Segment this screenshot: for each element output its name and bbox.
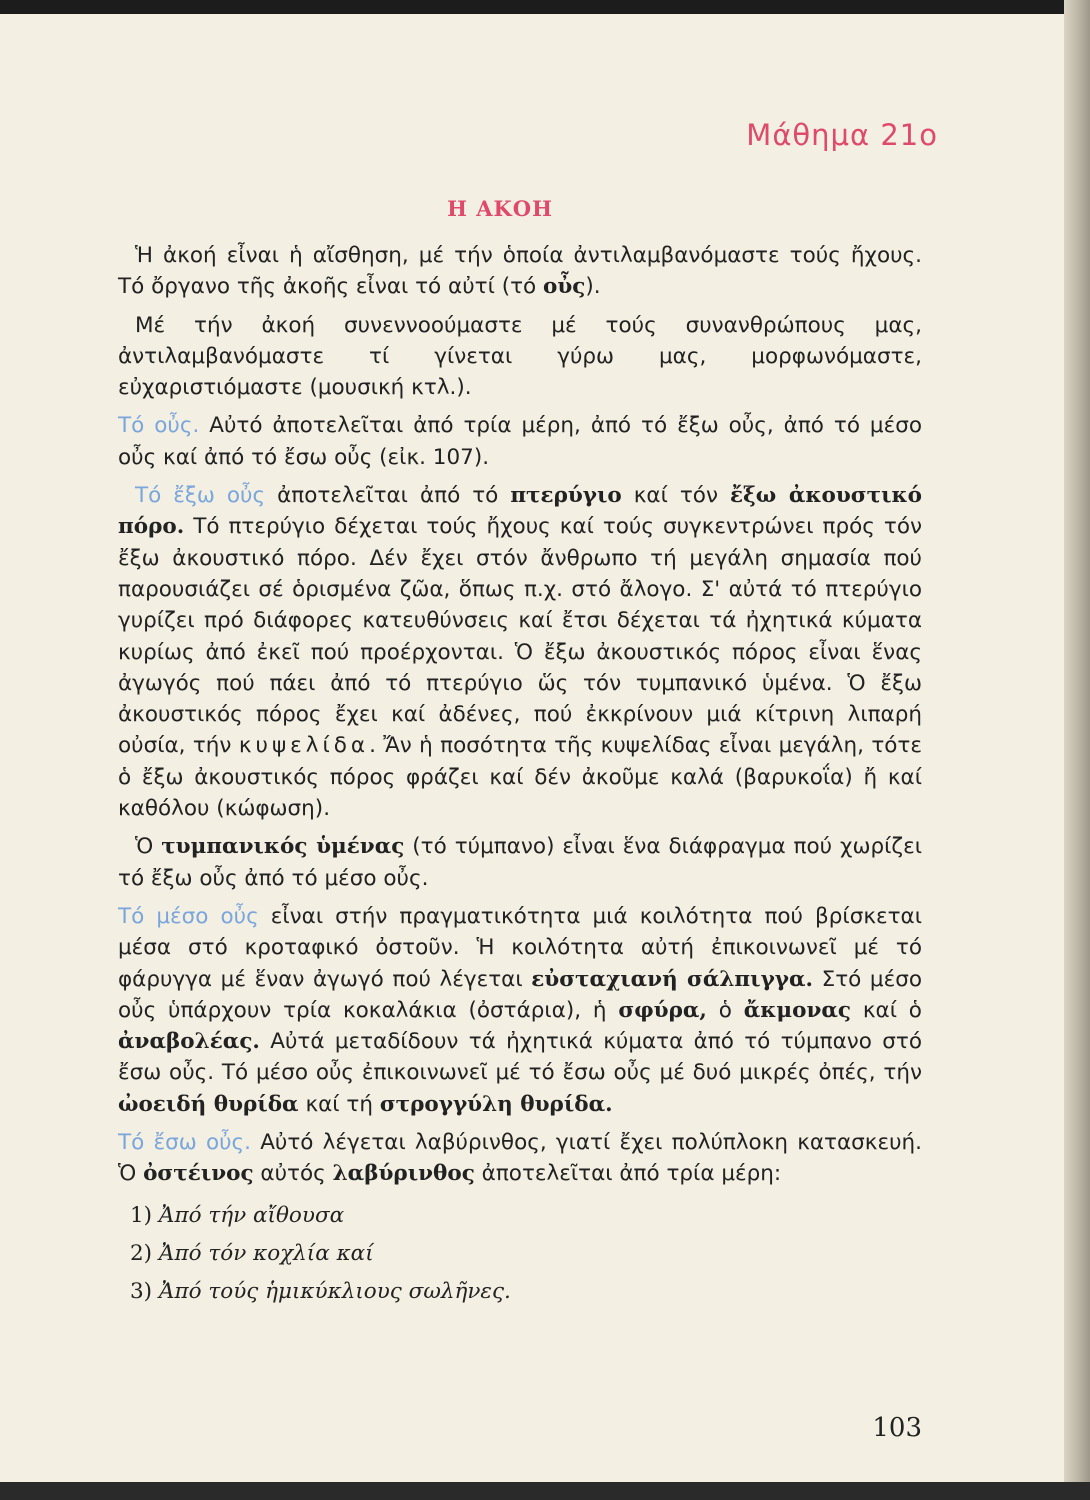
section-heading-ous: Τό οὖς. (118, 413, 200, 439)
page-title: Η ΑΚΟΗ (447, 196, 553, 221)
paragraph-inner-ear: Τό ἔσω οὖς. Αὐτό λέγεται λαβύρινθος, γιατί ἔχει πολύπλοκη κατασκευή. Ὁ ὀστέινος αὐτός λαβύρινθος ἀποτελεῖται ἀπό τρία μέρη: (118, 1130, 922, 1187)
list-item: 1) Ἀπό τήν αἴθουσα (130, 1202, 345, 1228)
list-item: 2) Ἀπό τόν κοχλία καί (130, 1240, 374, 1266)
paragraph-outer-ear: Τό ἔξω οὖς ἀποτελεῖται ἀπό τό πτερύγιο καί τόν ἔξω ἀκουστικό πόρο. Τό πτερύγιο δέχεται τούς ἤχους καί τούς συγκεντρώνει πρός τόν ἔξω ἀκουστικό πόρο. Δέν ἔχει στόν ἄνθρωπο τή μεγάλη σημασία πού παρουσιάζει σέ ὁρισμένα ζῶα, ὅπως π.χ. στό ἄλογο. Σ' αὐτά τό πτερύγιο γυρίζει πρό διάφορες κατευθύνσεις καί ἔτσι δέχεται τά ἠχητικά κύματα κυρίως ἀπό ἐκεῖ πού προέρχονται. Ὁ ἔξω ἀκουστικός πόρος εἶναι ἕνας ἀγωγός πού πάει ἀπό τό πτερύγιο ὥς τόν τυμπανικό ὑμένα. Ὁ ἔξω ἀκουστικός πόρος ἔχει καί ἀδένες, πού ἐκκρίνουν μιά κίτρινη λιπαρή οὐσία, τήν κυψελίδα. Ἄν ἡ ποσότητα τῆς κυψελίδας εἶναι μεγάλη, τότε ὁ ἔξω ἀκουστικός πόρος φράζει καί δέν ἀκοῦμε καλά (βαρυκοΐα) ἤ καί καθόλου (κώφωση). (118, 483, 922, 822)
page-number: 103 (872, 1413, 922, 1443)
paragraph-eardrum: Ὁ τυμπανικός ὑμένας (τό τύμπανο) εἶναι ἕνα διάφραγμα πού χωρίζει τό ἔξω οὖς ἀπό τό μέσο οὖς. (118, 834, 922, 891)
paragraph-middle-ear: Τό μέσο οὖς εἶναι στήν πραγματικότητα μιά κοιλότητα πού βρίσκεται μέσα στό κροταφικό ὀστοῦν. Ἡ κοιλότητα αὐτή ἐπικοινωνεῖ μέ τό φάρυγγα μέ ἕναν ἀγωγό πού λέγεται εὐσταχιανή σάλπιγγα. Στό μέσο οὖς ὑπάρχουν τρία κοκαλάκια (ὀστάρια), ἡ σφύρα, ὁ ἄκμονας καί ὁ ἀναβολέας. Αὐτά μεταδίδουν τά ἠχητικά κύματα ἀπό τό τύμπανο στό ἔσω οὖς. Τό μέσο οὖς ἐπικοινωνεῖ μέ τό ἔσω οὖς μέ δυό μικρές ὀπές, τήν ὠοειδή θυρίδα καί τή στρογγύλη θυρίδα. (118, 903, 923, 1117)
section-heading-outer-ear: Τό ἔξω οὖς (135, 483, 266, 509)
scan-edge-right (1064, 0, 1090, 1500)
list-item: 3) Ἀπό τούς ἡμικύκλιους σωλῆνες. (130, 1278, 511, 1304)
body-text (118, 240, 922, 1311)
inner-ear-parts-list (118, 1197, 922, 1311)
section-heading-inner-ear: Τό ἔσω οὖς. (118, 1130, 251, 1156)
paragraph-ous: Τό οὖς. Αὐτό ἀποτελεῖται ἀπό τρία μέρη, ἀπό τό ἔξω οὖς, ἀπό τό μέσο οὖς καί ἀπό τό ἔσω οὖς (εἰκ. 107). (118, 413, 923, 470)
lesson-heading: Μάθημα 21ο (746, 118, 938, 152)
section-heading-middle-ear: Τό μέσο οὖς (118, 903, 259, 929)
paragraph-2: Μέ τήν ἀκοή συνεννοούμαστε μέ τούς συνανθρώπους μας, ἀντιλαμβανόμαστε τί γίνεται γύρω μας, μορφωνόμαστε, εὐχαριστιόμαστε (μουσική κτλ.). (118, 312, 922, 401)
paragraph-1: Ἡ ἀκοή εἶναι ἡ αἴσθηση, μέ τήν ὁποία ἀντιλαμβανόμαστε τούς ἤχους. Τό ὄργανο τῆς ἀκοῆς εἶναι τό αὐτί (τό οὖς). (118, 243, 922, 300)
scan-edge-bottom (0, 1482, 1090, 1500)
scan-edge-top (0, 0, 1090, 14)
